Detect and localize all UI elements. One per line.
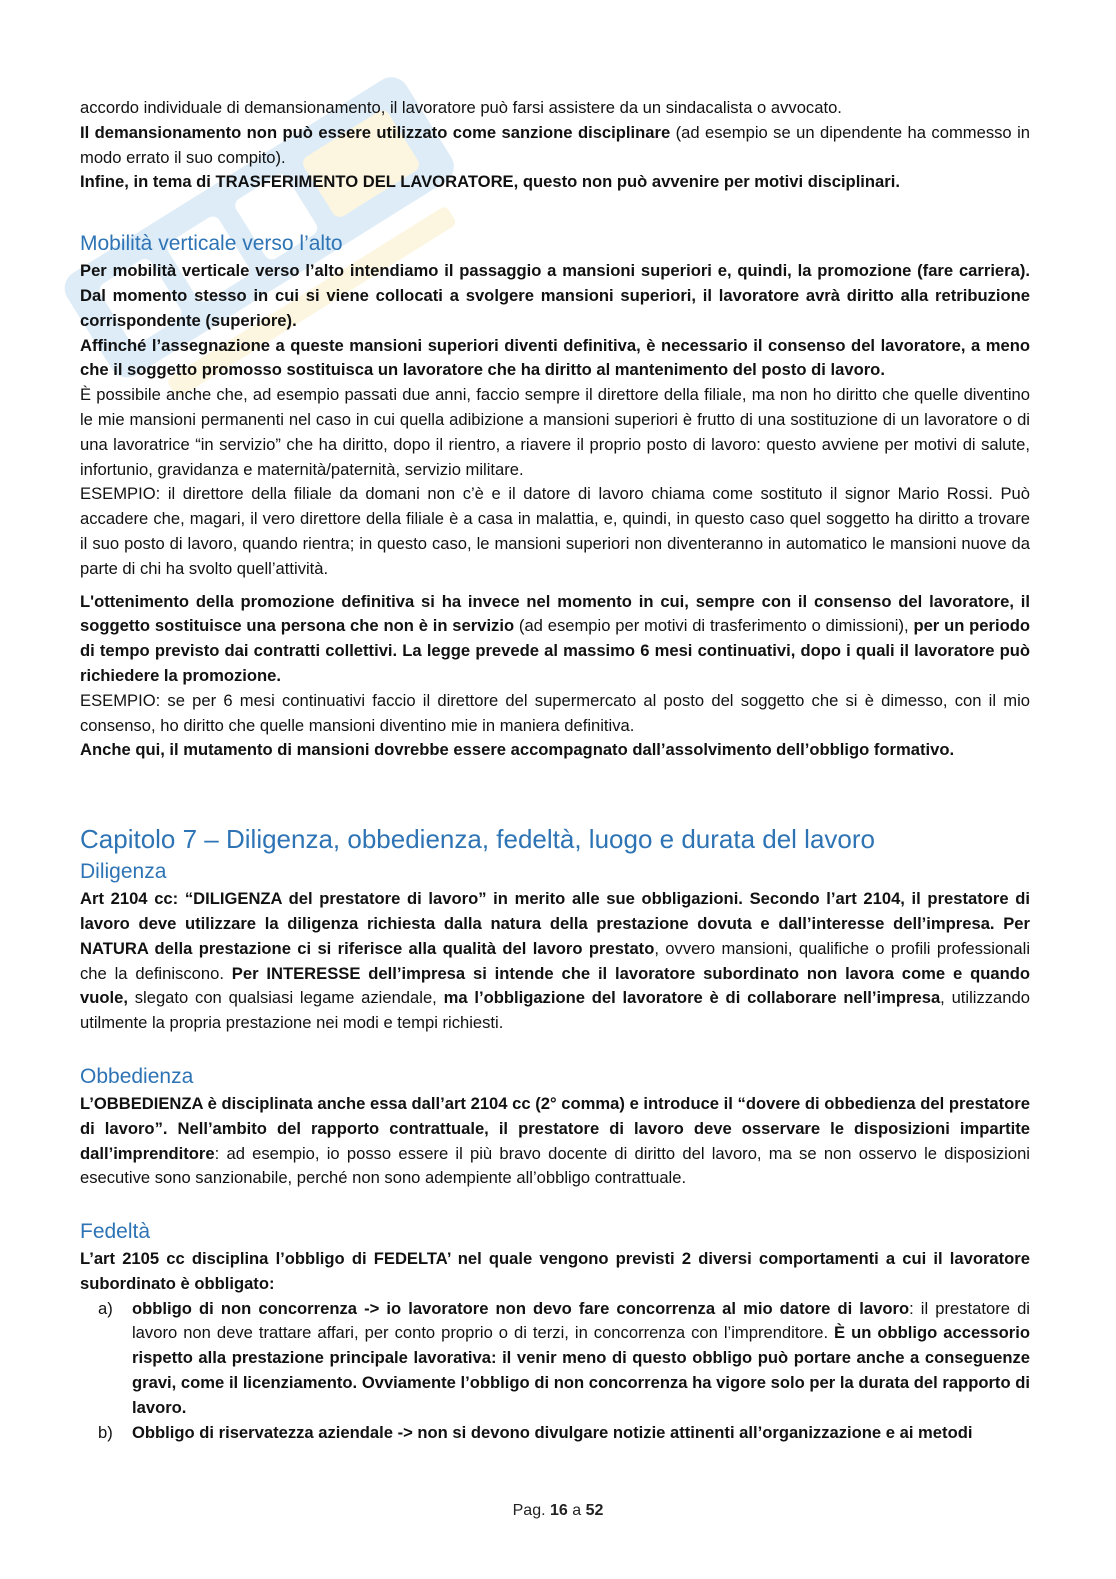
mobilita-paragraph-6: ESEMPIO: se per 6 mesi continuativi faccio il direttore del supermercato al posto del soggetto che si è dimesso, con il mio consenso, ho diritto che quelle mansioni diventino mie in maniera definitiva. [80,690,1030,735]
footer-prefix: Pag. [512,1502,550,1519]
page-number: 16 [549,1502,568,1519]
list-marker: b) [98,1422,113,1442]
list-item: b) Obbligo di riservatezza aziendale -> non si devono divulgare notizie attinenti all’organizzazione e ai metodi [80,1421,1030,1446]
mobilita-paragraph-3: È possibile anche che, ad esempio passati due anni, faccio sempre il direttore della filiale, ma non ho diritto che quelle diventino le mie mansioni permanenti nel caso in cui quella adibizione a mansioni superiori è frutto di una sostituzione di un lavoratore o di una lavoratrice “in servizio” che ha diritto, dopo il rientro, a riavere il proprio posto di lavoro: questo avviene per motivi di salute, infortunio, gravidanza e maternità/paternità, servizio militare. [80,385,1030,479]
footer-middle: a [567,1502,586,1519]
intro-paragraph-2: Il demansionamento non può essere utilizzato come sanzione disciplinare (ad esempio se un dipendente ha commesso in modo errato il suo compito). [80,122,1030,167]
chapter-title: Capitolo 7 – Diligenza, obbedienza, fedeltà, luogo e durata del lavoro [80,824,875,855]
list-item: a) obbligo di non concorrenza -> io lavoratore non devo fare concorrenza al mio datore di lavoro: il prestatore di lavoro non deve trattare affari, per conto proprio o di terzi, in concorrenza con l’imprenditore. È un obbligo accessorio rispetto alla prestazione principale lavorativa: il venir meno di questo obbligo può portare anche a conseguenze gravi, come il licenziamento. Ovviamente l’obbligo di non concorrenza ha vigore solo per la durata del rapporto di lavoro. [98,1298,1030,1417]
list-marker: a) [98,1298,113,1318]
mobilita-paragraph-4: ESEMPIO: il direttore della filiale da domani non c’è e il datore di lavoro chiama come sostituto il signor Mario Rossi. Può accadere che, magari, il vero direttore della filiale è a casa in malattia, e, quindi, in questo caso quel soggetto ha diritto a trovare il suo posto di lavoro, quando rientra; in questo caso, le mansioni superiori non diventeranno in automatico le mansioni nuove da parte di chi ha svolto quell’attività. [80,484,1030,578]
mobilita-paragraph-2: Affinché l’assegnazione a queste mansioni superiori diventi definitiva, è necessario il consenso del lavoratore, a meno che il soggetto promosso sostituisca un lavoratore che ha diritto al mantenimento del posto di lavoro. [80,335,1030,380]
mobilita-paragraph-7: Anche qui, il mutamento di mansioni dovrebbe essere accompagnato dall’assolvimento dell’obbligo formativo. [80,740,955,760]
intro-paragraph-3: Infine, in tema di TRASFERIMENTO DEL LAVORATORE, questo non può avvenire per motivi disciplinari. [80,172,900,192]
heading-obbedienza: Obbedienza [80,1064,194,1088]
mobilita-paragraph-1: Per mobilità verticale verso l’alto intendiamo il passaggio a mansioni superiori e, quindi, la promozione (fare carriera). Dal momento stesso in cui si viene collocati a svolgere mansioni superiori, il lavoratore avrà diritto alla retribuzione corrispondente (superiore). [80,261,1030,330]
intro-paragraph-1: accordo individuale di demansionamento, il lavoratore può farsi assistere da un sindacalista o avvocato. [80,98,842,117]
heading-fedelta: Fedeltà [80,1220,151,1244]
mobilita-paragraph-5: L'ottenimento della promozione definitiva si ha invece nel momento in cui, sempre con il consenso del lavoratore, il soggetto sostituisce una persona che non è in servizio (ad esempio per motivi di trasferimento o dimissioni), per un periodo di tempo previsto dai contratti collettivi. La legge prevede al massimo 6 mesi continuativi, dopo i quali il lavoratore può richiedere la promozione. [80,591,1031,685]
page-footer [0,1502,1116,1520]
fedelta-intro: L’art 2105 cc disciplina l’obbligo di FEDELTA’ nel quale vengono previsti 2 diversi comportamenti a cui il lavoratore subordinato è obbligato: [80,1249,1030,1293]
page-total: 52 [585,1502,604,1519]
diligenza-paragraph: Art 2104 cc: “DILIGENZA del prestatore di lavoro” in merito alle sue obbligazioni. Secondo l’art 2104, il prestatore di lavoro deve utilizzare la diligenza richiesta dalla natura della prestazione dovuta e dall’interesse dell’impresa. Per NATURA della prestazione ci si riferisce alla qualità del lavoro prestato, ovvero mansioni, qualifiche o profili professionali che la definiscono. Per INTERESSE dell’impresa si intende che il lavoratore subordinato non lavora come e quando vuole, slegato con qualsiasi legame aziendale, ma l’obbligazione del lavoratore è di collaborare nell’impresa, utilizzando utilmente la propria prestazione nei modi e tempi richiesti. [80,889,1031,1033]
heading-diligenza: Diligenza [80,860,167,884]
document-page [80,96,1030,1445]
heading-mobilita: Mobilità verticale verso l’alto [80,232,343,256]
fedelta-list [80,1297,1030,1446]
obbedienza-paragraph: L’OBBEDIENZA è disciplinata anche essa dall’art 2104 cc (2° comma) e introduce il “dovere di obbedienza del prestatore di lavoro”. Nell’ambito del rapporto contrattuale, il prestatore di lavoro deve osservare le disposizioni impartite dall’imprenditore: ad esempio, io posso essere il più bravo docente di diritto del lavoro, ma se non osservo le disposizioni esecutive sono sanzionabile, perché non sono adempiente all’obbligo contrattuale. [80,1093,1030,1188]
